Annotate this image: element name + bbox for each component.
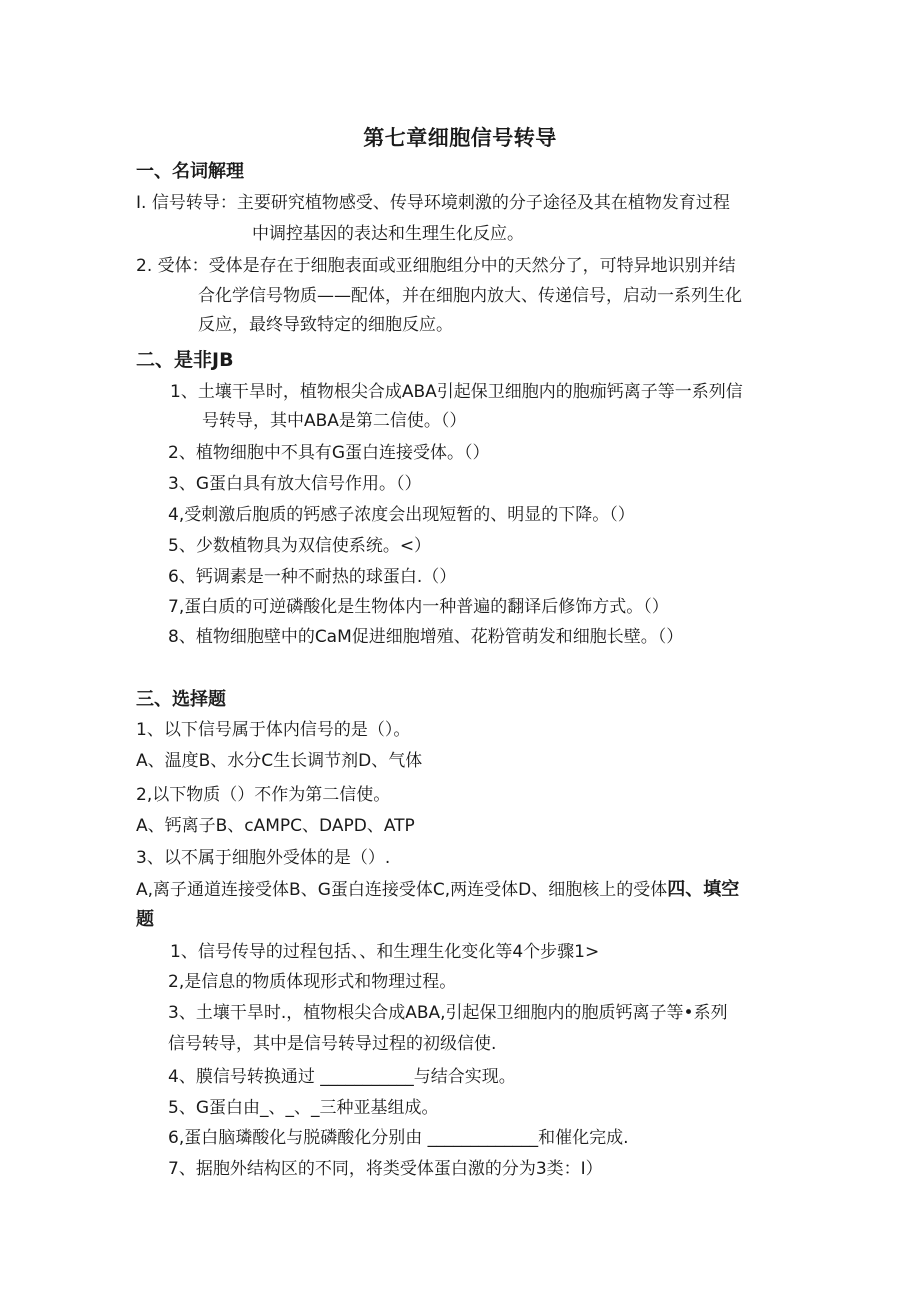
choice-1-options: A、温度B、水分C生长调节剂D、气体 — [136, 751, 423, 771]
choice-2-options: A、钙离子B、cAMPC、DAPD、ATP — [136, 816, 415, 836]
true-false-1-line-2: 号转导，其中ABA是第二信使。（） — [202, 411, 467, 431]
true-false-7: 7,蛋白质的可逆磷酸化是生物体内一种普遍的翻译后修饰方式。（） — [168, 597, 669, 617]
choice-3-options: A,离子通道连接受体B、G蛋白连接受体C,两连受体D、细胞核上的受体 — [136, 880, 668, 900]
section-heading-fill-blank-part2: 题 — [136, 909, 154, 930]
fill-blank-1: 1、信号传导的过程包括、、和生理生化变化等4个步骤1> — [170, 942, 600, 962]
true-false-6: 6、钙调素是一种不耐热的球蛋白.（） — [168, 567, 457, 587]
fill-blank-2: 2,是信息的物质体现形式和物理过程。 — [168, 972, 457, 992]
page-title: 第七章细胞信号转导 — [363, 126, 557, 150]
section-heading-multiple-choice: 三、选择题 — [136, 689, 226, 710]
fill-blank-6: 6,蛋白脑璘酸化与脱磷酸化分别由 _____________和催化完成. — [168, 1128, 629, 1148]
choice-1-question: 1、以下信号属于体内信号的是（）。 — [136, 720, 411, 740]
fill-blank-3-line-1: 3、土壤干旱时.，植物根尖合成ABA,引起保卫细胞内的胞质钙离子等•系列 — [168, 1003, 728, 1023]
section-heading-definitions: 一、名词解理 — [136, 161, 244, 182]
fill-blank-3-line-2: 信号转导，其中是信号转导过程的初级信使. — [168, 1034, 497, 1054]
fill-blank-7: 7、据胞外结构区的不同，将类受体蛋白激的分为3类：I） — [168, 1159, 603, 1179]
section-heading-fill-blank-part1: 四、填空 — [667, 879, 740, 900]
choice-2-question: 2,以下物质（）不作为第二信使。 — [136, 785, 391, 805]
true-false-5: 5、少数植物具为双信使系统。<） — [168, 536, 432, 556]
choice-3-question: 3、以不属于细胞外受体的是（）. — [136, 848, 391, 868]
definition-1-line-2: 中调控基因的表达和生理生化反应。 — [252, 224, 524, 244]
true-false-4: 4,受刺激后胞质的钙感子浓度会出现短暂的、明显的下降。（） — [168, 505, 635, 525]
definition-2-line-2: 合化学信号物质——配体，并在细胞内放大、传递信号，启动一系列生化 — [198, 286, 742, 306]
fill-blank-5: 5、G蛋白由_、_、_三种亚基组成。 — [168, 1098, 439, 1118]
choice-3-options-line — [136, 878, 739, 902]
definition-2-line-1: 2. 受体：受体是存在于细胞表面或亚细胞组分中的天然分了，可特异地识别并结 — [136, 256, 736, 276]
definition-2-line-3: 反应，最终导致特定的细胞反应。 — [198, 315, 453, 335]
true-false-2: 2、植物细胞中不具有G蛋白连接受体。（） — [168, 443, 490, 463]
section-heading-true-false: 二、是非JB — [136, 349, 234, 371]
true-false-3: 3、G蛋白具有放大信号作用。（） — [168, 474, 422, 494]
true-false-1-line-1: 1、土壤干旱时，植物根尖合成ABA引起保卫细胞内的胞痂钙离子等一系列信 — [170, 382, 743, 402]
true-false-8: 8、植物细胞壁中的CaM促进细胞增殖、花粉管萌发和细胞长壁。（） — [168, 627, 684, 647]
fill-blank-4: 4、膜信号转换通过 ___________与结合实现。 — [168, 1067, 516, 1087]
definition-1-line-1: I. 信号转导：主要研究植物感受、传导环境刺激的分子途径及其在植物发育过程 — [136, 193, 730, 213]
